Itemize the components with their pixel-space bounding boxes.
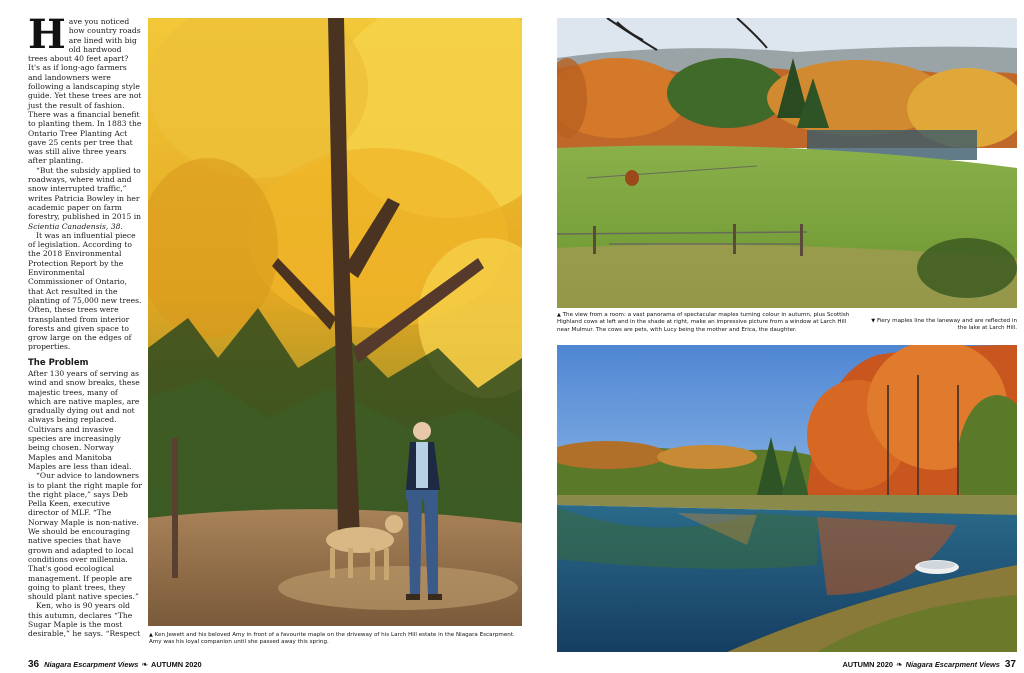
photo-lake-reflection-image bbox=[557, 345, 1017, 652]
page-footer-left bbox=[28, 659, 202, 670]
photo-lake-reflection bbox=[557, 345, 1017, 652]
article-paragraph: Have you noticed how country roads are lined with big old hardwood trees about 40 feet apart? It's as if long-ago farmers and landowners were following a landscaping style guide. Yet these trees are not just the result of fashion. There was a financial benefit to planting them. In 1883 the Ontario Tree Planting Act gave 25 cents per tree that was still alive three years after planting. bbox=[28, 11, 142, 166]
article-paragraph: After 130 years of serving as wind and snow breaks, these majestic trees, many of which are native maples, are gradually dying out and not always being replaced. Cultivars and invasive species are increasingly being chosen. Norway Maples and Manitoba Maples are less than ideal. bbox=[28, 368, 140, 471]
article-text-column bbox=[28, 11, 143, 639]
photo-caption-lake: ▼ Fiery maples line the laneway and are reflected in the lake at Larch Hill. bbox=[871, 318, 1017, 332]
journal-title: Scientia Canadensis, 38. bbox=[28, 221, 123, 231]
caption-marker: ▼ bbox=[871, 318, 876, 324]
page-number: 37 bbox=[1004, 659, 1016, 670]
leaf-ornament-icon: ❧ bbox=[895, 660, 903, 669]
article-paragraph: “But the subsidy applied to roadways, where wind and snow interrupted traffic,” writes Patricia Bowley in her academic paper on farm forestry, published in 2015 in Scientia Canadensis, 38. bbox=[28, 165, 142, 231]
caption-marker: ▲ bbox=[557, 312, 561, 318]
photo-pasture-view bbox=[557, 18, 1017, 308]
photo-caption-pasture: ▲ The view from a room: a vast panorama of spectacular maples turning colour in autumn, plus Scottish Highland cows at left and in the shade at right, make an impressive picture from a window at Larch Hill near Mulmur. The cows are pets, with Lucy being the mother and Erica, the daughter. bbox=[557, 312, 850, 333]
photo-ken-and-amy-image bbox=[148, 18, 522, 626]
photo-ken-and-amy bbox=[148, 18, 522, 626]
magazine-title: Niagara Escarpment Views bbox=[905, 660, 1000, 669]
photo-pasture-view-image bbox=[557, 18, 1017, 308]
photo-caption-main: ▲ Ken Jewett and his beloved Amy in front of a favourite maple on the driveway of his Larch Hill estate in the Niagara Escarpment. Amy was his loyal companion until she passed away this spring. bbox=[149, 632, 515, 646]
article-paragraph: Ken, who is 90 years old this autumn, declares “The Sugar Maple is the most desirable,” he says. “Respect bbox=[28, 601, 141, 639]
magazine-title: Niagara Escarpment Views bbox=[44, 660, 139, 669]
page-footer-right bbox=[842, 659, 1016, 670]
section-heading: The Problem bbox=[28, 357, 89, 368]
article-paragraph: “Our advice to landowners is to plant the right maple for the right place,” says Deb Pella Keen, executive director of MLF. “The Norway Maple is non-native. We should be encouraging native species that have grown and adapted to local conditions over millennia. That's good ecological management. If people are going to plant trees, they should plant native species.” bbox=[28, 471, 143, 602]
page-number: 36 bbox=[28, 659, 40, 670]
issue-season: AUTUMN 2020 bbox=[842, 660, 893, 669]
drop-cap: H bbox=[28, 11, 66, 58]
issue-season: AUTUMN 2020 bbox=[151, 660, 202, 669]
article-paragraph: It was an influential piece of legislation. According to the 2018 Environmental Protection Report by the Environmental Commissioner of Ontario, that Act resulted in the planting of 75,000 new trees. Often, these trees were transplanted from interior forests and given space to grow large on the edges of properties. bbox=[28, 230, 142, 352]
leaf-ornament-icon: ❧ bbox=[141, 660, 149, 669]
caption-marker: ▲ bbox=[149, 632, 153, 638]
